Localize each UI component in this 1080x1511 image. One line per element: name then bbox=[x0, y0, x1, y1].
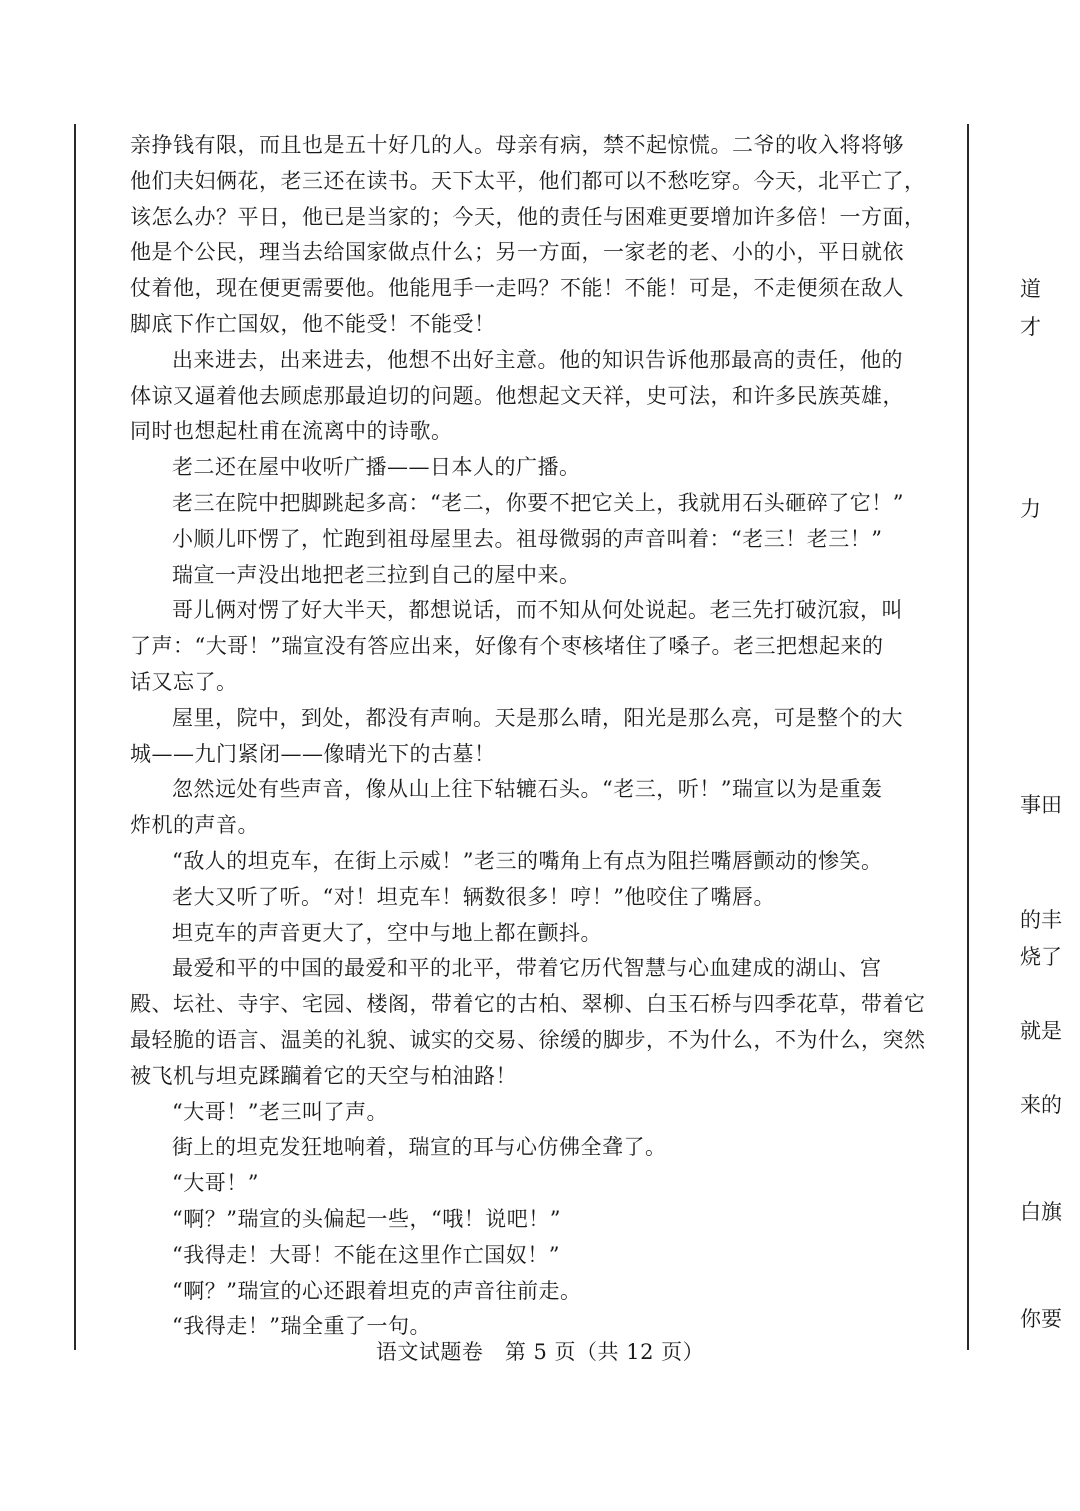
passage-line: 他们夫妇俩花，老三还在读书。天下太平，他们都可以不愁吃穿。今天，北平亡了， bbox=[130, 168, 926, 193]
passage-line: 该怎么办？平日，他已是当家的；今天，他的责任与困难更要增加许多倍！一方面， bbox=[130, 204, 926, 229]
passage-line: “敌人的坦克车，在街上示威！”老三的嘴角上有点为阻拦嘴唇颤动的惨笑。 bbox=[172, 848, 883, 873]
passage-line: 殿、坛社、寺宇、宅园、楼阁，带着它的古柏、翠柳、白玉石桥与四季花草，带着它 bbox=[130, 992, 926, 1017]
passage-line: 他是个公民，理当去给国家做点什么；另一方面，一家老的老、小的小，平日就依 bbox=[130, 240, 904, 265]
passage-line: 最爱和平的中国的最爱和平的北平，带着它历代智慧与心血建成的湖山、宫 bbox=[172, 956, 882, 981]
side-fragment: 道 bbox=[1020, 277, 1041, 301]
passage-line: 坦克车的声音更大了，空中与地上都在颤抖。 bbox=[172, 920, 602, 945]
passage-line: 炸机的声音。 bbox=[130, 813, 259, 838]
side-fragment: 事田 bbox=[1020, 793, 1062, 817]
passage-line: “啊？”瑞宣的头偏起一些，“哦！说吧！” bbox=[172, 1206, 561, 1231]
passage-line: 体谅又逼着他去顾虑那最迫切的问题。他想起文天祥，史可法，和许多民族英雄， bbox=[130, 383, 904, 408]
passage-line: 老二还在屋中收听广播——日本人的广播。 bbox=[172, 455, 581, 480]
passage-line: 街上的坦克发狂地响着，瑞宣的耳与心仿佛全聋了。 bbox=[172, 1135, 667, 1160]
passage-line: “啊？”瑞宣的心还跟着坦克的声音往前走。 bbox=[172, 1278, 582, 1303]
side-fragment: 烧了 bbox=[1020, 945, 1062, 969]
passage-line: 屋里，院中，到处，都没有声响。天是那么晴，阳光是那么亮，可是整个的大 bbox=[172, 705, 903, 730]
passage-body bbox=[130, 128, 926, 1345]
left-margin-rule bbox=[74, 124, 76, 1350]
passage-line: 小顺儿吓愣了，忙跑到祖母屋里去。祖母微弱的声音叫着：“老三！老三！” bbox=[172, 526, 883, 551]
passage-line: 脚底下作亡国奴，他不能受！不能受！ bbox=[130, 311, 496, 336]
passage-line: 亲挣钱有限，而且也是五十好几的人。母亲有病，禁不起惊慌。二爷的收入将将够 bbox=[130, 133, 904, 157]
page-footer: 语文试题卷 第 5 页（共 12 页） bbox=[375, 1340, 705, 1364]
side-fragment: 力 bbox=[1020, 497, 1041, 521]
passage-line: “我得走！”瑞全重了一句。 bbox=[172, 1314, 431, 1339]
passage-line: 出来进去，出来进去，他想不出好主意。他的知识告诉他那最高的责任，他的 bbox=[172, 347, 903, 372]
passage-line: 老大又听了听。“对！坦克车！辆数很多！哼！”他咬住了嘴唇。 bbox=[172, 884, 775, 909]
side-fragment: 白旗 bbox=[1020, 1200, 1062, 1224]
passage-line: 忽然远处有些声音，像从山上往下轱辘石头。“老三，听！”瑞宣以为是重轰 bbox=[172, 777, 883, 802]
side-fragment: 才 bbox=[1020, 315, 1041, 339]
passage-line: 话又忘了。 bbox=[130, 669, 238, 694]
passage-line: 老三在院中把脚跳起多高：“老二，你要不把它关上，我就用石头砸碎了它！” bbox=[172, 490, 904, 515]
passage-line: 哥儿俩对愣了好大半天，都想说话，而不知从何处说起。老三先打破沉寂，叫 bbox=[172, 598, 903, 623]
passage-line: 同时也想起杜甫在流离中的诗歌。 bbox=[130, 419, 453, 444]
side-fragment: 你要 bbox=[1020, 1307, 1062, 1331]
passage-line: “我得走！大哥！不能在这里作亡国奴！” bbox=[172, 1242, 560, 1267]
side-fragment: 来的 bbox=[1020, 1093, 1062, 1117]
side-fragment: 就是 bbox=[1020, 1019, 1062, 1043]
passage-line: 仗着他，现在便更需要他。他能甩手一走吗？不能！不能！可是，不走便须在敌人 bbox=[130, 276, 904, 301]
passage-line: 瑞宣一声没出地把老三拉到自己的屋中来。 bbox=[172, 562, 581, 587]
passage-line: 城——九门紧闭——像晴光下的古墓！ bbox=[130, 741, 496, 766]
right-margin-rule bbox=[967, 124, 969, 1350]
passage-line: “大哥！”老三叫了声。 bbox=[172, 1099, 388, 1124]
passage-line: 被飞机与坦克蹂躏着它的天空与柏油路！ bbox=[130, 1063, 517, 1088]
passage-line: 了声：“大哥！”瑞宣没有答应出来，好像有个枣核堵住了嗓子。老三把想起来的 bbox=[130, 634, 884, 659]
side-fragment: 的丰 bbox=[1020, 908, 1062, 932]
passage-line: “大哥！” bbox=[172, 1171, 259, 1196]
passage-line: 最轻脆的语言、温美的礼貌、诚实的交易、徐缓的脚步，不为什么，不为什么，突然 bbox=[130, 1027, 926, 1052]
